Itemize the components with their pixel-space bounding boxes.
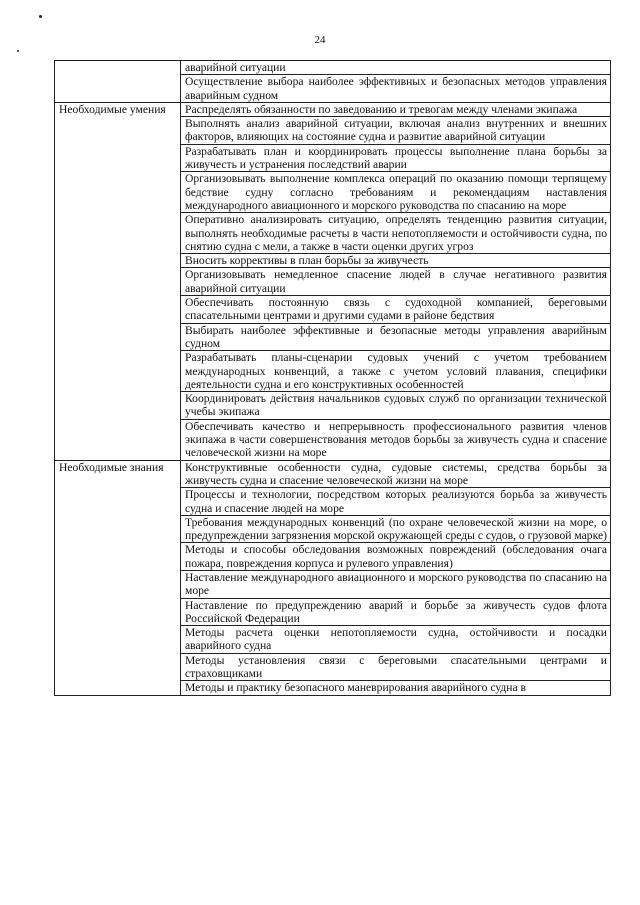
requirement-cell: Конструктивные особенности судна, судовые системы, средства борьбы за живучесть судна и спасение человеческой жизни на море [181, 460, 611, 488]
scan-speck [17, 50, 19, 52]
requirement-cell: Организовывать выполнение комплекса операций по оказанию помощи терпящему бедствие судну согласно требованиям и рекомендациям наставления международного авиационного и морского руководства по спасанию на море [181, 172, 611, 213]
section-label [55, 61, 181, 103]
table-row [55, 61, 611, 75]
requirement-cell: Разрабатывать план и координировать процессы выполнение плана борьбы за живучесть и устранения последствий аварии [181, 144, 611, 172]
page-number: 24 [314, 34, 326, 46]
scan-speck [39, 15, 42, 18]
section-label: Необходимые умения [55, 102, 181, 460]
requirement-cell: Методы установления связи с береговыми спасательными центрами и страховщиками [181, 653, 611, 681]
requirement-cell: Процессы и технологии, посредством которых реализуются борьба за живучесть судна и спасение людей на море [181, 488, 611, 516]
requirement-cell: Осуществление выбора наиболее эффективных и безопасных методов управления аварийным судном [181, 75, 611, 103]
requirement-cell: Выполнять анализ аварийной ситуации, включая анализ внутренних и внешних факторов, влияющих на состояние судна и развитие аварийной ситуации [181, 117, 611, 145]
requirement-cell: Выбирать наиболее эффективные и безопасные методы управления аварийным судном [181, 323, 611, 351]
requirement-cell: Распределять обязанности по заведованию и тревогам между членами экипажа [181, 102, 611, 116]
requirement-cell: Обеспечивать постоянную связь с судоходной компанией, береговыми спасательными центрами и другими судами в районе бедствия [181, 296, 611, 324]
requirement-cell: Обеспечивать качество и непрерывность профессионального развития членов экипажа в части совершенствования методов борьбы за живучесть судна и спасение человеческой жизни на море [181, 419, 611, 460]
requirement-cell: Координировать действия начальников судовых служб по организации технической учебы экипажа [181, 392, 611, 420]
requirement-cell: Методы и способы обследования возможных повреждений (обследования очага пожара, повреждения корпуса и рулевого управления) [181, 543, 611, 571]
requirement-cell: Методы и практику безопасного маневрирования аварийного судна в [181, 681, 611, 695]
requirement-cell: Организовывать немедленное спасение людей в случае негативного развития аварийной ситуации [181, 268, 611, 296]
requirement-cell: аварийной ситуации [181, 61, 611, 75]
section-label: Необходимые знания [55, 460, 181, 695]
requirement-cell: Требования международных конвенций (по охране человеческой жизни на море, о предупреждении загрязнения морской окружающей среды с судов, о грузовой марке) [181, 515, 611, 543]
requirement-cell: Вносить коррективы в план борьбы за живучесть [181, 254, 611, 268]
table-row [55, 102, 611, 116]
requirement-cell: Наставление по предупреждению аварий и борьбе за живучесть судов флота Российской Федерации [181, 598, 611, 626]
requirement-cell: Методы расчета оценки непотопляемости судна, остойчивости и посадки аварийного судна [181, 626, 611, 654]
requirement-cell: Оперативно анализировать ситуацию, определять тенденцию развития ситуации, выполнять необходимые расчеты в части непотопляемости и остойчивости судна, по снятию судна с мели, а также в части оценки других угроз [181, 213, 611, 254]
competency-table [54, 60, 611, 696]
requirement-cell: Разрабатывать планы-сценарии судовых учений с учетом требованием международных конвенций, а также с учетом условий плавания, специфики деятельности судна и его конструктивных особенностей [181, 351, 611, 392]
competency-table-body [55, 61, 611, 696]
requirement-cell: Наставление международного авиационного и морского руководства по спасанию на море [181, 570, 611, 598]
table-row [55, 460, 611, 488]
